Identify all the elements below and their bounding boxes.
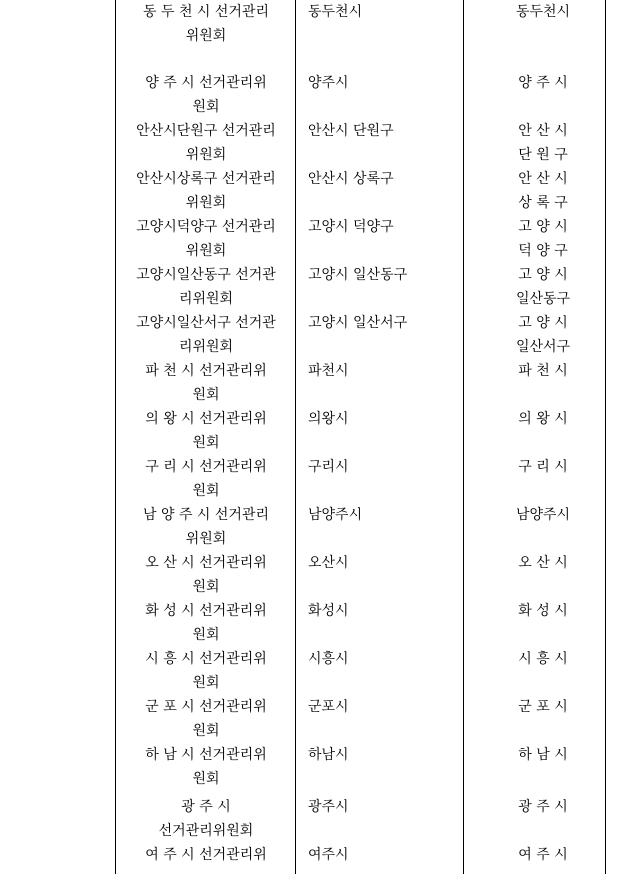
district-cell	[498, 599, 588, 623]
region-cell: 파천시	[308, 363, 349, 379]
committee-name-line: 위원회	[185, 147, 227, 163]
region-cell: 여주시	[308, 847, 349, 863]
table-border-right	[605, 0, 606, 874]
district-line: 양 주 시	[518, 75, 568, 91]
committee-name-line: 원회	[192, 483, 220, 499]
district-cell	[498, 407, 588, 431]
table-column-divider	[463, 0, 464, 874]
region-cell: 구리시	[308, 459, 349, 475]
committee-name-line: 리위원회	[178, 291, 234, 307]
committee-name-cell	[116, 843, 296, 867]
committee-name-line: 위원회	[185, 28, 227, 44]
district-cell	[498, 359, 588, 383]
district-line: 단 원 구	[518, 147, 568, 163]
district-cell	[498, 647, 588, 671]
committee-name-cell	[116, 599, 296, 647]
committee-name-cell	[116, 215, 296, 263]
committee-name-line: 원회	[192, 387, 220, 403]
district-line: 의 왕 시	[518, 411, 568, 427]
district-line: 남양주시	[515, 507, 571, 523]
committee-name-line: 하 남 시 선거관리위	[145, 747, 267, 763]
district-cell	[498, 695, 588, 719]
district-line: 시 흥 시	[518, 651, 568, 667]
committee-name-cell	[116, 407, 296, 455]
committee-name-line: 위원회	[185, 531, 227, 547]
region-cell: 고양시 일산동구	[308, 267, 408, 283]
committee-name-line: 위원회	[185, 243, 227, 259]
committee-name-cell	[116, 795, 296, 843]
committee-name-line: 의 왕 시 선거관리위	[145, 411, 267, 427]
committee-name-line: 양 주 시 선거관리위	[145, 75, 267, 91]
region-cell: 오산시	[308, 555, 349, 571]
committee-name-line: 고양시덕양구 선거관리	[136, 219, 276, 235]
committee-name-line: 안산시단원구 선거관리	[136, 123, 276, 139]
committee-name-cell	[116, 0, 296, 48]
committee-name-line: 광 주 시	[181, 799, 231, 815]
district-cell	[498, 167, 588, 215]
district-line: 안 산 시	[518, 171, 568, 187]
district-cell	[498, 0, 588, 24]
committee-name-line: 화 성 시 선거관리위	[145, 603, 267, 619]
committee-name-cell	[116, 551, 296, 599]
committee-name-line: 위원회	[185, 195, 227, 211]
committee-name-cell	[116, 359, 296, 407]
district-line: 고 양 시	[518, 315, 568, 331]
district-line: 일산서구	[515, 339, 571, 355]
district-line: 일산동구	[515, 291, 571, 307]
region-cell: 동두천시	[308, 4, 363, 20]
region-cell: 광주시	[308, 799, 349, 815]
committee-name-cell	[116, 71, 296, 119]
committee-name-line: 원회	[192, 675, 220, 691]
committee-name-line: 고양시일산서구 선거관	[136, 315, 276, 331]
region-cell: 안산시 단원구	[308, 123, 394, 139]
committee-name-cell	[116, 263, 296, 311]
committee-name-line: 남 양 주 시 선거관리	[143, 507, 269, 523]
committee-name-cell	[116, 503, 296, 551]
region-cell: 고양시 일산서구	[308, 315, 408, 331]
district-line: 광 주 시	[518, 799, 568, 815]
committee-name-cell	[116, 455, 296, 503]
committee-name-cell	[116, 311, 296, 359]
district-cell	[498, 503, 588, 527]
district-line: 고 양 시	[518, 219, 568, 235]
district-line: 고 양 시	[518, 267, 568, 283]
committee-name-line: 리위원회	[178, 339, 234, 355]
committee-name-line: 원회	[192, 435, 220, 451]
committee-name-line: 고양시일산동구 선거관	[136, 267, 276, 283]
district-line: 동두천시	[515, 4, 571, 20]
district-cell	[498, 743, 588, 767]
district-line: 하 남 시	[518, 747, 568, 763]
district-line: 덕 양 구	[518, 243, 568, 259]
committee-name-line: 오 산 시 선거관리위	[145, 555, 267, 571]
region-cell: 남양주시	[308, 507, 363, 523]
district-line: 구 리 시	[518, 459, 568, 475]
committee-name-line: 동 두 천 시 선거관리	[143, 4, 269, 20]
committee-name-line: 원회	[192, 723, 220, 739]
district-line: 오 산 시	[518, 555, 568, 571]
committee-name-line: 원회	[192, 627, 220, 643]
district-cell	[498, 795, 588, 819]
committee-name-line: 원회	[192, 771, 220, 787]
region-cell: 고양시 덕양구	[308, 219, 394, 235]
committee-name-line: 안산시상록구 선거관리	[136, 171, 276, 187]
region-cell: 화성시	[308, 603, 349, 619]
committee-name-line: 원회	[192, 579, 220, 595]
region-cell: 하남시	[308, 747, 349, 763]
committee-name-cell	[116, 119, 296, 167]
committee-name-line: 원회	[192, 99, 220, 115]
district-line: 상 록 구	[518, 195, 568, 211]
committee-name-cell	[116, 743, 296, 791]
district-cell	[498, 551, 588, 575]
committee-name-cell	[116, 695, 296, 743]
committee-name-line: 시 흥 시 선거관리위	[145, 651, 267, 667]
region-cell: 의왕시	[308, 411, 349, 427]
committee-name-line: 구 리 시 선거관리위	[145, 459, 267, 475]
committee-name-cell	[116, 647, 296, 695]
region-cell: 군포시	[308, 699, 349, 715]
district-line: 여 주 시	[518, 847, 568, 863]
district-cell	[498, 263, 588, 311]
committee-name-line: 파 천 시 선거관리위	[145, 363, 267, 379]
region-cell: 양주시	[308, 75, 349, 91]
district-cell	[498, 215, 588, 263]
committee-name-line: 선거관리위원회	[158, 823, 254, 839]
committee-name-line: 여 주 시 선거관리위	[145, 847, 267, 863]
district-cell	[498, 119, 588, 167]
district-line: 안 산 시	[518, 123, 568, 139]
committee-name-line: 군 포 시 선거관리위	[145, 699, 267, 715]
region-cell: 안산시 상록구	[308, 171, 394, 187]
committee-name-cell	[116, 167, 296, 215]
district-cell	[498, 455, 588, 479]
district-cell	[498, 311, 588, 359]
district-cell	[498, 71, 588, 95]
district-line: 파 천 시	[518, 363, 568, 379]
district-line: 화 성 시	[518, 603, 568, 619]
region-cell: 시흥시	[308, 651, 349, 667]
district-line: 군 포 시	[518, 699, 568, 715]
district-cell	[498, 843, 588, 867]
